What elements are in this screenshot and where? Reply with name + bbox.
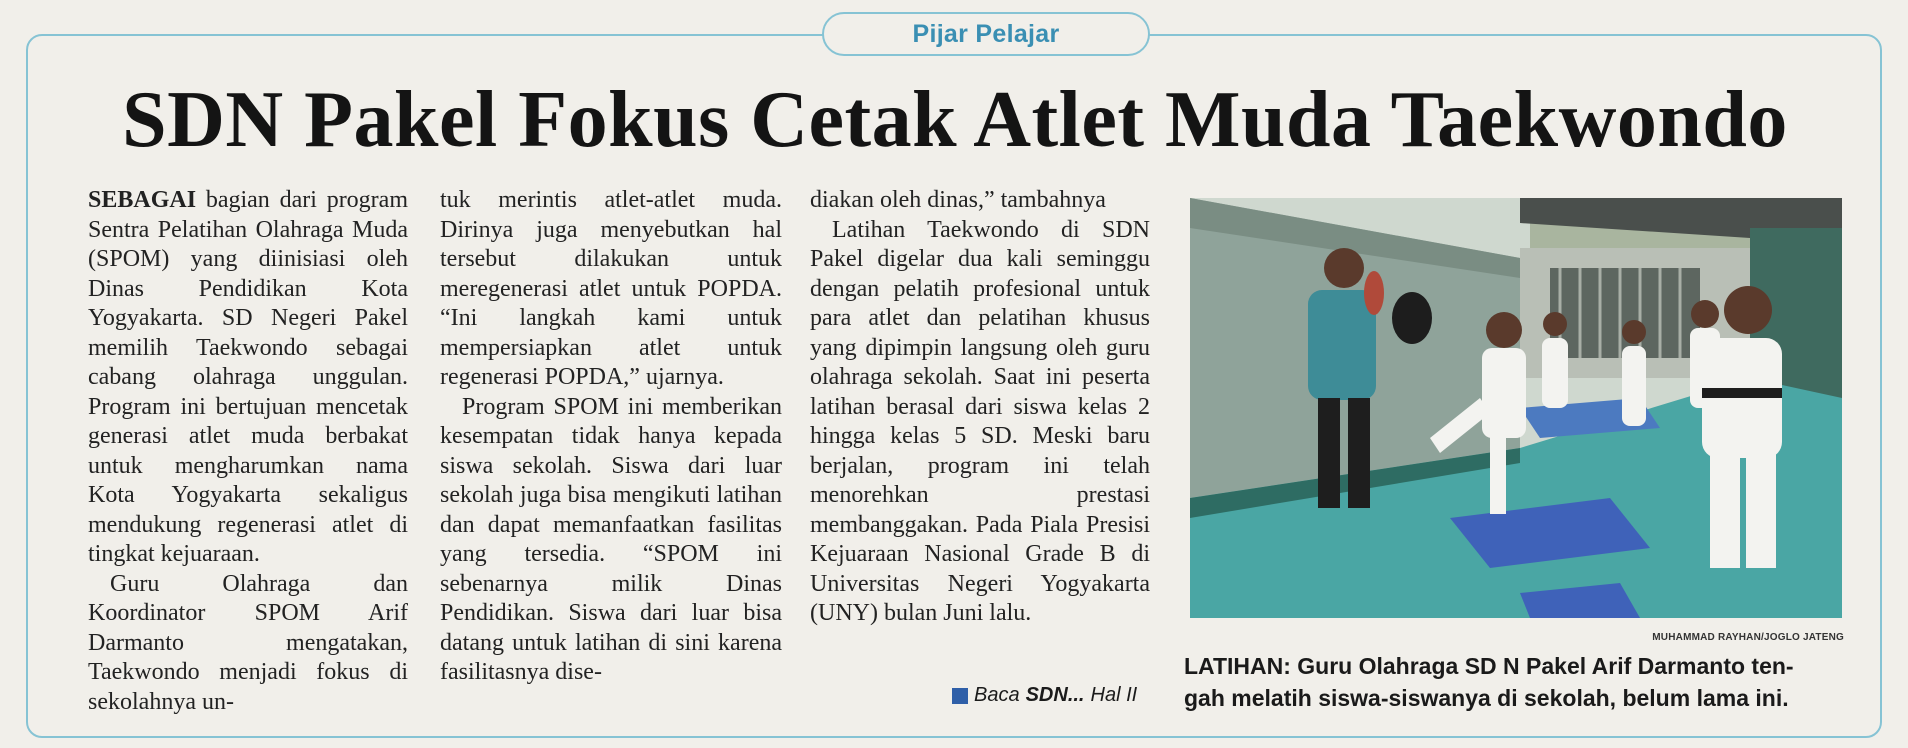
- rubric-label: Pijar Pelajar: [912, 19, 1060, 48]
- taekwondo-training-photo: [1190, 198, 1842, 618]
- ref-prefix: Baca: [974, 684, 1020, 706]
- paragraph: tuk merintis atlet-atlet muda. Dirinya juga menyebutkan hal tersebut dilakukan untuk meregenerasi atlet untuk POPDA. “Ini langkah kami untuk mempersiapkan atlet untuk regenerasi POPDA,” ujarnya.: [440, 187, 782, 390]
- ref-page: Hal II: [1090, 684, 1138, 706]
- article-column-3: [810, 186, 1150, 629]
- caption-line: LATIHAN: Guru Olahraga SD N Pakel Arif Darmanto ten-: [1184, 653, 1794, 679]
- article-column-2: [440, 186, 782, 688]
- lead-word: SEBAGAI: [88, 187, 197, 213]
- photo-credit: MUHAMMAD RAYHAN/JOGLO JATENG: [1652, 632, 1844, 643]
- headline: SDN Pakel Fokus Cetak Atlet Muda Taekwondo: [122, 76, 1788, 164]
- photo-illustration: [1190, 198, 1842, 618]
- article-column-1: [88, 186, 408, 717]
- continued-reference[interactable]: [952, 684, 1137, 707]
- paragraph: Latihan Taekwondo di SDN Pakel digelar dua kali seminggu dengan pelatih profesional untuk para atlet dan pelatihan khusus yang dipimpin langsung oleh guru olahraga sekolah. Saat ini peserta latihan berasal dari siswa kelas 2 hingga kelas 5 SD. Meski baru berjalan, program ini telah menorehkan prestasi membanggakan. Pada Piala Presisi Kejuaraan Nasional Grade B di Universitas Negeri Yogyakarta (UNY) bulan Juni lalu.: [810, 216, 1150, 626]
- paragraph: Program SPOM ini memberikan kesempatan tidak hanya kepada siswa sekolah. Siswa dari luar sekolah juga bisa mengikuti latihan dan dapat memanfaatkan fasilitas yang tersedia. “SPOM ini sebenarnya milik Dinas Pendidikan. Siswa dari luar bisa datang untuk latihan di sini karena fasilitasnya dise-: [440, 393, 782, 685]
- paragraph: Guru Olahraga dan Koordinator SPOM Arif Darmanto mengatakan, Taekwondo menjadi fokus di sekolahnya un-: [88, 570, 408, 715]
- paragraph: [88, 186, 408, 570]
- square-bullet-icon: [952, 688, 968, 704]
- paragraph: diakan oleh dinas,” tambahnya: [810, 187, 1106, 213]
- photo-caption: [1184, 650, 1850, 714]
- paragraph-text: bagian dari program Sentra Pelatihan Olahraga Muda (SPOM) yang diinisiasi oleh Dinas Pendidikan Kota Yogyakarta. SD Negeri Pakel memilih Taekwondo sebagai cabang olahraga unggulan. Program ini bertujuan mencetak generasi atlet muda berbakat untuk mengharumkan nama Kota Yogyakarta sekaligus mendukung regenerasi atlet di tingkat kejuaraan.: [88, 187, 408, 567]
- section-rubric: [822, 12, 1150, 56]
- caption-line: gah melatih siswa-siswanya di sekolah, belum lama ini.: [1184, 685, 1789, 711]
- ref-target: SDN...: [1025, 684, 1085, 706]
